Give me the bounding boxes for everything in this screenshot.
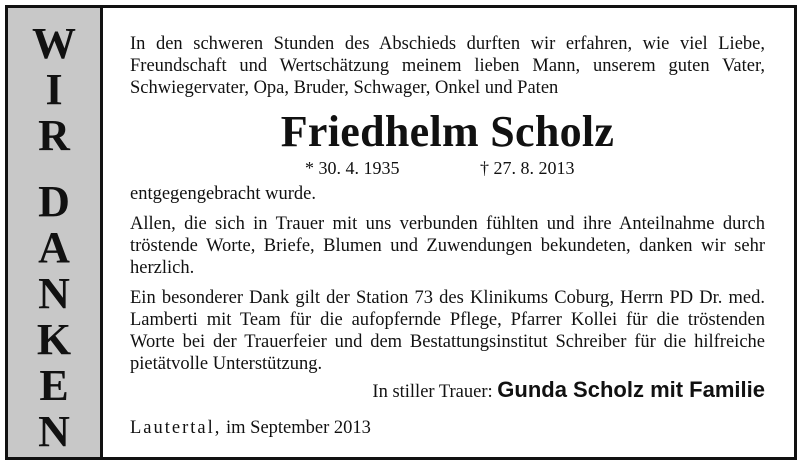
heading-letter: N [38,407,70,456]
signature-label: In stiller Trauer: [372,382,493,402]
heading-letter: E [39,361,69,410]
intro-paragraph: In den schweren Stunden des Abschieds durften wir erfahren, wie viel Liebe, Freundschaft und Wertschätzung meinem lieben Mann, unserem guten Vater, Schwiegervater, Opa, Bruder, Schwager, Onkel und Paten [130,34,765,98]
heading-letter: A [38,223,70,272]
birth-date: * 30. 4. 1935 [305,158,400,178]
heading-letter: N [38,269,70,318]
place-date-line [130,417,765,439]
signature-name: Gunda Scholz mit Familie [497,377,765,402]
sidebar-vertical-heading [8,8,103,457]
heading-letter: I [45,65,63,114]
death-date: † 27. 8. 2013 [480,158,575,178]
signature [130,379,765,403]
date: im September 2013 [226,418,371,438]
special-thanks-paragraph: Ein besonderer Dank gilt der Station 73 des Klinikums Coburg, Herrn PD Dr. med. Lamberti mit Team für die aufopfernde Pflege, Pfarrer Kollei für die tröstenden Worte bei der Trauerfeier und dem Bestattungsinstitut Schreiber für die hilfreiche pietätvolle Unterstützung. [130,288,765,374]
life-dates [130,157,765,183]
place: Lautertal, [130,418,222,438]
heading-letter: D [38,177,70,226]
notice-body [130,33,765,439]
deceased-name: Friedhelm Scholz [280,107,615,156]
thanks-paragraph: Allen, die sich in Trauer mit uns verbunden fühlten und ihre Anteilnahme durch tröstende Worte, Briefe, Blumen und Zuwendungen bekundeten, danken wir sehr herzlich. [130,214,765,278]
heading-letter: K [36,315,72,364]
heading-letter: R [38,111,70,160]
heading-letter: W [32,19,76,68]
after-name-text: entgegengebracht wurde. [130,184,316,204]
